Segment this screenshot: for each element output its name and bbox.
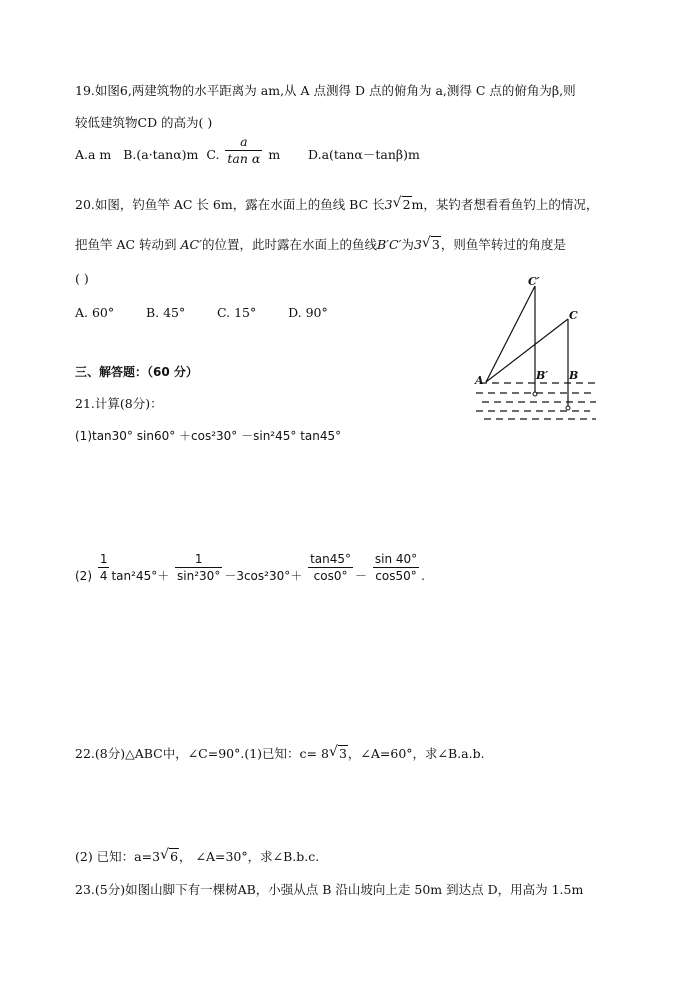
q21-title: 21.计算(8分)： — [75, 396, 163, 411]
label-a: A — [475, 374, 484, 387]
q20-line2-post: ，则鱼竿转过的角度是 — [440, 237, 566, 252]
q20-bc-prime: B′C′ — [376, 237, 402, 252]
rod-ac — [486, 319, 568, 382]
q20-option-d: D. 90° — [288, 305, 328, 320]
q19-line2: 较低建筑物CD 的高为( ) — [75, 115, 213, 130]
q20-rad2: 3 — [431, 237, 440, 252]
section3-title: 三、解答题：（60 分） — [75, 365, 198, 379]
q21-part1: (1)tan30° sin60° ＋cos²30° －sin²45° tan45° — [75, 429, 342, 443]
label-b-prime: B′ — [536, 369, 549, 382]
q19-option-a: A.a m — [75, 147, 112, 162]
sqrt-symbol: √ — [328, 744, 338, 760]
minus-sign: － — [355, 569, 368, 583]
label-c-prime: C′ — [528, 275, 540, 288]
q19-options — [75, 134, 420, 167]
q20-line3: ( ) — [75, 271, 89, 286]
q20-sqrt2 — [422, 236, 441, 254]
q19-line1: 19.如图6,两建筑物的水平距离为 am,从 A 点测得 D 点的俯角为 a,测得 C 点的俯角为β,则 — [75, 83, 576, 98]
frac-num: sin 40° — [374, 552, 418, 566]
frac-den: cos0° — [313, 569, 348, 583]
q19-option-b: B.(a·tanα)m — [123, 147, 199, 162]
q22-line1-post: ，∠A=60°，求∠B.a.b. — [347, 746, 485, 761]
q20-line2 — [75, 236, 566, 254]
period: . — [421, 569, 425, 583]
q20-option-b: B. 45° — [145, 305, 186, 320]
frac-den: cos50° — [375, 569, 417, 583]
q22-sqrt2 — [160, 848, 179, 866]
frac-num: 1 — [99, 552, 108, 566]
q21-part2-label: (2) — [75, 569, 92, 583]
q22-line2-text: (2) 已知：a=3 — [75, 849, 161, 864]
q21-tan-term: tan²45°＋ — [111, 569, 170, 583]
sqrt-symbol: √ — [160, 847, 169, 863]
q20-sqrt1 — [393, 196, 412, 214]
rod-ac-prime — [486, 286, 535, 382]
fraction-tan-cos — [308, 551, 353, 584]
q20-option-a: A. 60° — [75, 305, 115, 320]
water-lines — [476, 383, 596, 419]
q22-rad1: 3 — [338, 746, 347, 761]
label-b: B — [569, 369, 579, 382]
q21-mid-term: －3cos²30°＋ — [224, 569, 303, 583]
q20-rad1: 2 — [402, 197, 411, 212]
frac-den: 4 — [99, 569, 108, 583]
q20-line2-mid: 的位置，此时露在水面上的鱼线 — [201, 237, 377, 252]
q20-options — [75, 304, 328, 322]
q22-line1 — [75, 745, 485, 763]
q20-coef1: 3 — [384, 197, 393, 212]
q22-line1-text: 22.(8分)△ABC中，∠C=90°.(1)已知：c= 8 — [75, 746, 329, 761]
q19-option-c-suffix: m — [268, 147, 281, 162]
q20-line2-wei: 为 — [401, 237, 414, 252]
q19-option-c-fraction — [225, 134, 262, 167]
q19-option-c-prefix: C. — [206, 147, 220, 162]
q19-option-d: D.a(tanα－tanβ)m — [308, 147, 420, 162]
frac-num: tan45° — [310, 552, 352, 566]
q22-rad2: 6 — [170, 849, 179, 864]
fishing-rod-figure — [470, 272, 600, 424]
sqrt-symbol: √ — [392, 195, 402, 211]
q22-sqrt1 — [329, 745, 348, 763]
fraction-1-sin — [175, 551, 222, 584]
q20-option-c: C. 15° — [217, 305, 257, 320]
q20-line1 — [75, 196, 598, 214]
fraction-sin-cos — [373, 551, 419, 584]
q20-line1-post: m，某钓者想看看鱼钓上的情况， — [411, 197, 599, 212]
q19-option-c-num: a — [225, 134, 262, 151]
frac-den: sin²30° — [177, 569, 221, 583]
label-c: C — [569, 309, 578, 322]
q22-line2 — [75, 848, 319, 866]
q22-line2-post: ， ∠A=30°，求∠B.b.c. — [179, 849, 320, 864]
q20-coef2: 3 — [413, 237, 422, 252]
q20-line1-text: 20.如图，钓鱼竿 AC 长 6m，露在水面上的鱼线 BC 长 — [75, 197, 385, 212]
q20-ac-prime: AC′ — [180, 237, 202, 252]
q21-part2 — [75, 552, 425, 585]
sqrt-symbol: √ — [421, 235, 431, 251]
q20-line2-text: 把鱼竿 AC 转动到 — [75, 237, 177, 252]
frac-num: 1 — [175, 551, 222, 568]
q23-line1: 23.(5分)如图山脚下有一棵树AB，小强从点 B 沿山坡向上走 50m 到达点 D，用高为 1.5m — [75, 882, 584, 897]
fraction-1-4 — [98, 551, 110, 584]
q19-option-c-den: tan α — [227, 151, 261, 166]
